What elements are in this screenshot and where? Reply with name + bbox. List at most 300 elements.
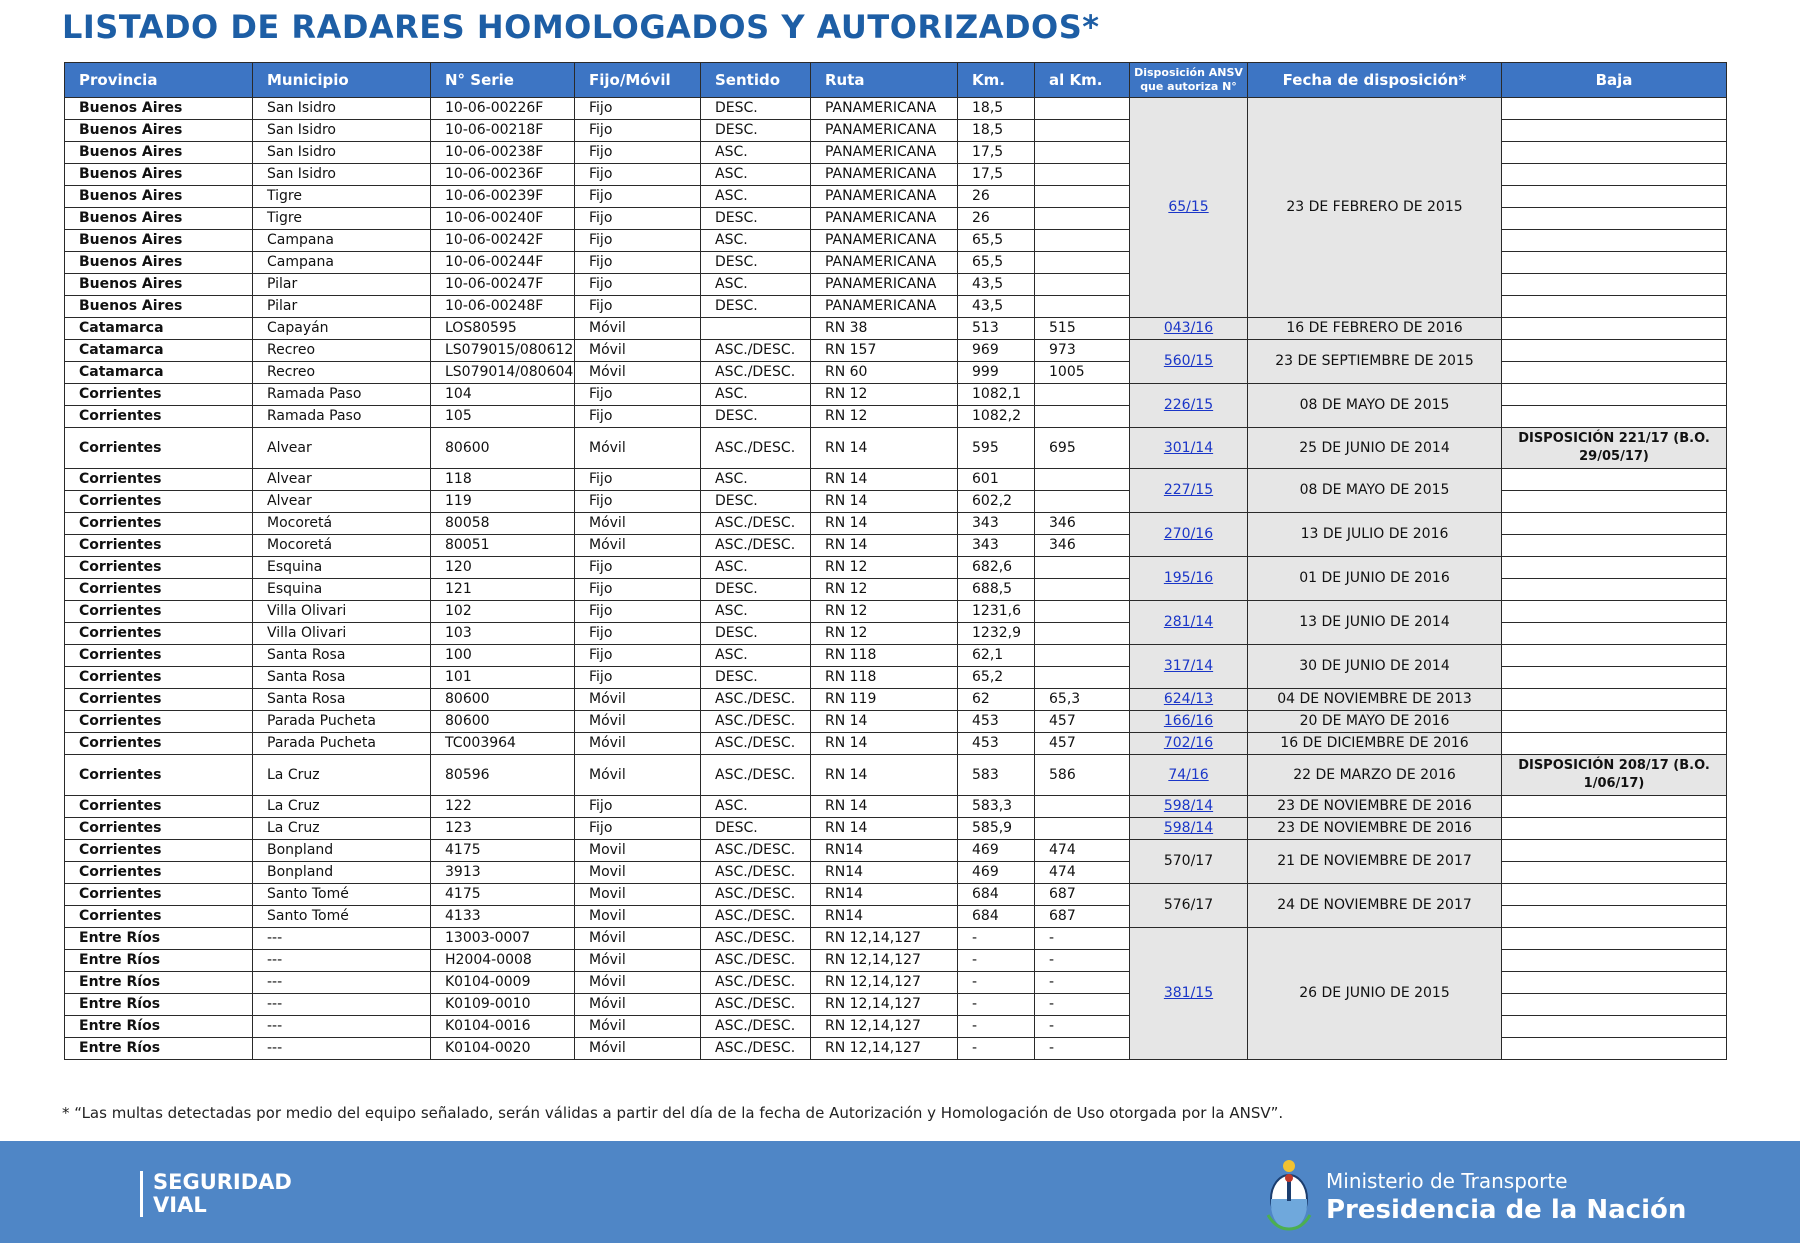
cell-disposicion[interactable] xyxy=(1130,755,1248,796)
cell-fecha: 16 DE DICIEMBRE DE 2016 xyxy=(1248,733,1502,755)
disposicion-link[interactable]: 270/16 xyxy=(1163,526,1214,542)
cell-km: - xyxy=(958,994,1035,1016)
table-header-row xyxy=(65,63,1727,98)
cell-municipio: --- xyxy=(253,972,431,994)
cell-disposicion[interactable] xyxy=(1130,796,1248,818)
cell-km: 343 xyxy=(958,513,1035,535)
cell-provincia: Corrientes xyxy=(65,906,253,928)
cell-provincia: Corrientes xyxy=(65,601,253,623)
cell-tipo: Fijo xyxy=(575,98,701,120)
cell-km: 513 xyxy=(958,318,1035,340)
cell-tipo: Fijo xyxy=(575,120,701,142)
header-tipo: Fijo/Móvil xyxy=(575,63,701,98)
cell-alkm xyxy=(1035,252,1130,274)
cell-km: 26 xyxy=(958,186,1035,208)
table-row xyxy=(65,384,1727,406)
cell-baja xyxy=(1502,296,1727,318)
cell-provincia: Entre Ríos xyxy=(65,928,253,950)
cell-fecha: 04 DE NOVIEMBRE DE 2013 xyxy=(1248,689,1502,711)
header-sentido: Sentido xyxy=(701,63,811,98)
cell-km: 43,5 xyxy=(958,296,1035,318)
cell-baja xyxy=(1502,928,1727,950)
disposicion-link[interactable]: 598/14 xyxy=(1163,798,1214,814)
cell-km: 18,5 xyxy=(958,120,1035,142)
cell-alkm: 474 xyxy=(1035,840,1130,862)
cell-disposicion[interactable] xyxy=(1130,469,1248,513)
cell-ruta: RN14 xyxy=(811,840,958,862)
cell-alkm xyxy=(1035,579,1130,601)
cell-serie: 10-06-00239F xyxy=(431,186,575,208)
cell-provincia: Catamarca xyxy=(65,340,253,362)
cell-km: 1082,1 xyxy=(958,384,1035,406)
cell-municipio: Ramada Paso xyxy=(253,406,431,428)
cell-tipo: Móvil xyxy=(575,994,701,1016)
disposicion-link[interactable]: 226/15 xyxy=(1163,397,1214,413)
disposicion-link[interactable]: 317/14 xyxy=(1163,658,1214,674)
cell-fecha: 30 DE JUNIO DE 2014 xyxy=(1248,645,1502,689)
cell-provincia: Corrientes xyxy=(65,755,253,796)
cell-alkm xyxy=(1035,796,1130,818)
ministry-name xyxy=(1326,1169,1686,1225)
cell-sentido: ASC. xyxy=(701,274,811,296)
cell-alkm xyxy=(1035,491,1130,513)
cell-serie: 10-06-00238F xyxy=(431,142,575,164)
cell-sentido: ASC. xyxy=(701,142,811,164)
cell-tipo: Fijo xyxy=(575,164,701,186)
cell-provincia: Entre Ríos xyxy=(65,1016,253,1038)
cell-provincia: Entre Ríos xyxy=(65,994,253,1016)
cell-municipio: San Isidro xyxy=(253,164,431,186)
cell-alkm xyxy=(1035,557,1130,579)
cell-provincia: Corrientes xyxy=(65,513,253,535)
cell-provincia: Corrientes xyxy=(65,557,253,579)
table-row xyxy=(65,884,1727,906)
cell-baja xyxy=(1502,557,1727,579)
cell-alkm: - xyxy=(1035,972,1130,994)
table-row xyxy=(65,818,1727,840)
cell-tipo: Fijo xyxy=(575,384,701,406)
cell-serie: TC003964 xyxy=(431,733,575,755)
cell-provincia: Corrientes xyxy=(65,733,253,755)
cell-tipo: Móvil xyxy=(575,733,701,755)
cell-km: 682,6 xyxy=(958,557,1035,579)
cell-ruta: RN 118 xyxy=(811,645,958,667)
cell-ruta: RN 38 xyxy=(811,318,958,340)
cell-sentido: DESC. xyxy=(701,406,811,428)
cell-serie: 13003-0007 xyxy=(431,928,575,950)
cell-tipo: Móvil xyxy=(575,318,701,340)
cell-municipio: Bonpland xyxy=(253,862,431,884)
cell-disposicion[interactable] xyxy=(1130,428,1248,469)
cell-baja xyxy=(1502,601,1727,623)
cell-fecha: 01 DE JUNIO DE 2016 xyxy=(1248,557,1502,601)
disposicion-link[interactable]: 624/13 xyxy=(1163,691,1214,707)
cell-ruta: PANAMERICANA xyxy=(811,274,958,296)
table-row xyxy=(65,711,1727,733)
cell-sentido: ASC. xyxy=(701,230,811,252)
cell-sentido: ASC./DESC. xyxy=(701,972,811,994)
cell-serie: K0104-0016 xyxy=(431,1016,575,1038)
header-fecha: Fecha de disposición* xyxy=(1248,63,1502,98)
cell-disposicion[interactable] xyxy=(1130,98,1248,318)
table-row xyxy=(65,601,1727,623)
table-row xyxy=(65,733,1727,755)
cell-alkm xyxy=(1035,120,1130,142)
disposicion-link[interactable]: 166/16 xyxy=(1163,713,1214,729)
table-row xyxy=(65,469,1727,491)
cell-ruta: RN 157 xyxy=(811,340,958,362)
cell-ruta: RN 118 xyxy=(811,667,958,689)
cell-disposicion[interactable] xyxy=(1130,733,1248,755)
cell-disposicion[interactable] xyxy=(1130,557,1248,601)
cell-provincia: Corrientes xyxy=(65,818,253,840)
cell-baja xyxy=(1502,796,1727,818)
cell-km: 585,9 xyxy=(958,818,1035,840)
cell-fecha: 13 DE JULIO DE 2016 xyxy=(1248,513,1502,557)
cell-serie: 4175 xyxy=(431,840,575,862)
cell-provincia: Corrientes xyxy=(65,469,253,491)
cell-alkm xyxy=(1035,645,1130,667)
cell-km: 17,5 xyxy=(958,164,1035,186)
cell-ruta: PANAMERICANA xyxy=(811,252,958,274)
cell-municipio: Ramada Paso xyxy=(253,384,431,406)
cell-ruta: PANAMERICANA xyxy=(811,208,958,230)
cell-provincia: Corrientes xyxy=(65,840,253,862)
cell-municipio: --- xyxy=(253,1038,431,1060)
cell-disposicion[interactable] xyxy=(1130,689,1248,711)
cell-baja xyxy=(1502,579,1727,601)
cell-municipio: San Isidro xyxy=(253,142,431,164)
disposicion-link[interactable]: 598/14 xyxy=(1163,820,1214,836)
cell-km: 62 xyxy=(958,689,1035,711)
cell-serie: 80600 xyxy=(431,711,575,733)
table-row xyxy=(65,428,1727,469)
cell-sentido: ASC./DESC. xyxy=(701,711,811,733)
cell-alkm: - xyxy=(1035,1038,1130,1060)
cell-km: 18,5 xyxy=(958,98,1035,120)
table-row xyxy=(65,340,1727,362)
cell-municipio: Recreo xyxy=(253,340,431,362)
cell-km: 469 xyxy=(958,840,1035,862)
cell-tipo: Movil xyxy=(575,906,701,928)
cell-provincia: Buenos Aires xyxy=(65,252,253,274)
cell-alkm: 973 xyxy=(1035,340,1130,362)
cell-serie: 10-06-00247F xyxy=(431,274,575,296)
cell-alkm xyxy=(1035,208,1130,230)
cell-ruta: RN14 xyxy=(811,862,958,884)
cell-sentido: ASC. xyxy=(701,186,811,208)
cell-provincia: Entre Ríos xyxy=(65,972,253,994)
cell-ruta: PANAMERICANA xyxy=(811,186,958,208)
cell-km: 62,1 xyxy=(958,645,1035,667)
cell-tipo: Fijo xyxy=(575,579,701,601)
cell-baja xyxy=(1502,623,1727,645)
cell-ruta: PANAMERICANA xyxy=(811,230,958,252)
cell-alkm: - xyxy=(1035,928,1130,950)
cell-municipio: La Cruz xyxy=(253,755,431,796)
cell-serie: 122 xyxy=(431,796,575,818)
cell-ruta: RN 14 xyxy=(811,428,958,469)
cell-serie: K0104-0009 xyxy=(431,972,575,994)
cell-alkm xyxy=(1035,818,1130,840)
cell-provincia: Corrientes xyxy=(65,711,253,733)
cell-serie: 105 xyxy=(431,406,575,428)
cell-municipio: --- xyxy=(253,950,431,972)
cell-km: 684 xyxy=(958,884,1035,906)
cell-municipio: Santo Tomé xyxy=(253,884,431,906)
cell-municipio: Recreo xyxy=(253,362,431,384)
cell-sentido: ASC./DESC. xyxy=(701,733,811,755)
cell-km: 684 xyxy=(958,906,1035,928)
cell-baja xyxy=(1502,318,1727,340)
cell-baja xyxy=(1502,535,1727,557)
cell-alkm: 65,3 xyxy=(1035,689,1130,711)
cell-baja xyxy=(1502,513,1727,535)
cell-baja xyxy=(1502,733,1727,755)
cell-serie: 10-06-00236F xyxy=(431,164,575,186)
disposicion-link[interactable]: 74/16 xyxy=(1168,766,1209,783)
cell-alkm xyxy=(1035,406,1130,428)
cell-km: - xyxy=(958,928,1035,950)
cell-alkm: - xyxy=(1035,994,1130,1016)
header-ruta: Ruta xyxy=(811,63,958,98)
cell-ruta: RN14 xyxy=(811,884,958,906)
cell-km: 969 xyxy=(958,340,1035,362)
cell-tipo: Móvil xyxy=(575,1016,701,1038)
cell-ruta: RN 14 xyxy=(811,818,958,840)
cell-serie: H2004-0008 xyxy=(431,950,575,972)
disposicion-link[interactable]: 301/14 xyxy=(1163,439,1214,456)
disposicion-link[interactable]: 043/16 xyxy=(1163,320,1214,336)
cell-sentido: ASC./DESC. xyxy=(701,862,811,884)
cell-fecha: 26 DE JUNIO DE 2015 xyxy=(1248,928,1502,1060)
cell-baja: DISPOSICIÓN 208/17 (B.O. 1/06/17) xyxy=(1502,755,1727,796)
cell-disposicion[interactable] xyxy=(1130,928,1248,1060)
cell-municipio: --- xyxy=(253,928,431,950)
cell-sentido: DESC. xyxy=(701,579,811,601)
cell-provincia: Corrientes xyxy=(65,796,253,818)
cell-municipio: Tigre xyxy=(253,186,431,208)
cell-ruta: RN 12,14,127 xyxy=(811,928,958,950)
cell-serie: 4175 xyxy=(431,884,575,906)
cell-baja xyxy=(1502,862,1727,884)
cell-municipio: Villa Olivari xyxy=(253,601,431,623)
cell-municipio: Capayán xyxy=(253,318,431,340)
table-row xyxy=(65,755,1727,796)
cell-baja xyxy=(1502,906,1727,928)
cell-baja xyxy=(1502,274,1727,296)
page-title: LISTADO DE RADARES HOMOLOGADOS Y AUTORIZADOS* xyxy=(62,8,1100,46)
cell-baja xyxy=(1502,406,1727,428)
cell-municipio: Santo Tomé xyxy=(253,906,431,928)
cell-disposicion[interactable] xyxy=(1130,645,1248,689)
cell-ruta: PANAMERICANA xyxy=(811,164,958,186)
cell-baja xyxy=(1502,230,1727,252)
disposicion-link[interactable]: 702/16 xyxy=(1163,735,1214,751)
cell-baja xyxy=(1502,994,1727,1016)
cell-sentido: ASC./DESC. xyxy=(701,535,811,557)
disposicion-link[interactable]: 381/15 xyxy=(1163,985,1214,1001)
cell-ruta: PANAMERICANA xyxy=(811,98,958,120)
cell-baja xyxy=(1502,1016,1727,1038)
cell-municipio: La Cruz xyxy=(253,796,431,818)
cell-provincia: Corrientes xyxy=(65,884,253,906)
cell-tipo: Móvil xyxy=(575,928,701,950)
cell-sentido: ASC./DESC. xyxy=(701,950,811,972)
cell-provincia: Corrientes xyxy=(65,623,253,645)
cell-municipio: Campana xyxy=(253,252,431,274)
cell-baja xyxy=(1502,689,1727,711)
cell-km: 1082,2 xyxy=(958,406,1035,428)
cell-municipio: Campana xyxy=(253,230,431,252)
disposicion-link[interactable]: 281/14 xyxy=(1163,614,1214,630)
cell-alkm xyxy=(1035,601,1130,623)
cell-tipo: Móvil xyxy=(575,428,701,469)
cell-municipio: Alvear xyxy=(253,469,431,491)
cell-municipio: --- xyxy=(253,1016,431,1038)
table-row xyxy=(65,318,1727,340)
cell-municipio: Villa Olivari xyxy=(253,623,431,645)
disposicion-link[interactable]: 195/16 xyxy=(1163,570,1214,586)
table-row xyxy=(65,689,1727,711)
cell-tipo: Fijo xyxy=(575,252,701,274)
cell-baja xyxy=(1502,340,1727,362)
cell-sentido: ASC./DESC. xyxy=(701,906,811,928)
cell-sentido: ASC./DESC. xyxy=(701,840,811,862)
cell-provincia: Corrientes xyxy=(65,384,253,406)
cell-alkm: - xyxy=(1035,1016,1130,1038)
cell-baja xyxy=(1502,120,1727,142)
cell-tipo: Móvil xyxy=(575,755,701,796)
cell-km: 65,5 xyxy=(958,252,1035,274)
cell-disposicion[interactable] xyxy=(1130,818,1248,840)
cell-sentido: DESC. xyxy=(701,296,811,318)
cell-disposicion[interactable] xyxy=(1130,384,1248,428)
cell-tipo: Fijo xyxy=(575,406,701,428)
cell-municipio: Pilar xyxy=(253,296,431,318)
cell-baja xyxy=(1502,164,1727,186)
cell-alkm: 687 xyxy=(1035,884,1130,906)
cell-disposicion[interactable] xyxy=(1130,513,1248,557)
header-baja: Baja xyxy=(1502,63,1727,98)
cell-km: 601 xyxy=(958,469,1035,491)
disposicion-link[interactable]: 560/15 xyxy=(1163,353,1214,369)
argentine-coat-of-arms-icon xyxy=(1262,1157,1316,1231)
cell-provincia: Corrientes xyxy=(65,579,253,601)
cell-alkm xyxy=(1035,296,1130,318)
cell-tipo: Fijo xyxy=(575,230,701,252)
cell-provincia: Corrientes xyxy=(65,428,253,469)
cell-alkm xyxy=(1035,98,1130,120)
cell-baja xyxy=(1502,384,1727,406)
cell-fecha: 23 DE NOVIEMBRE DE 2016 xyxy=(1248,796,1502,818)
cell-km: 999 xyxy=(958,362,1035,384)
cell-disposicion[interactable] xyxy=(1130,711,1248,733)
cell-municipio: Esquina xyxy=(253,579,431,601)
cell-tipo: Fijo xyxy=(575,274,701,296)
cell-serie: 102 xyxy=(431,601,575,623)
cell-ruta: RN 14 xyxy=(811,535,958,557)
cell-alkm xyxy=(1035,142,1130,164)
cell-sentido: ASC. xyxy=(701,469,811,491)
cell-km: 1231,6 xyxy=(958,601,1035,623)
cell-municipio: Pilar xyxy=(253,274,431,296)
cell-ruta: RN 12,14,127 xyxy=(811,950,958,972)
cell-sentido: DESC. xyxy=(701,667,811,689)
table-row xyxy=(65,840,1727,862)
cell-provincia: Buenos Aires xyxy=(65,164,253,186)
table-row xyxy=(65,513,1727,535)
cell-baja xyxy=(1502,667,1727,689)
cell-tipo: Fijo xyxy=(575,796,701,818)
cell-disposicion[interactable] xyxy=(1130,318,1248,340)
cell-serie: 80600 xyxy=(431,689,575,711)
disposicion-link[interactable]: 65/15 xyxy=(1168,199,1209,215)
cell-km: - xyxy=(958,1038,1035,1060)
cell-ruta: RN 14 xyxy=(811,513,958,535)
cell-serie: 123 xyxy=(431,818,575,840)
cell-baja xyxy=(1502,98,1727,120)
table-row xyxy=(65,98,1727,120)
cell-provincia: Buenos Aires xyxy=(65,120,253,142)
cell-municipio: Bonpland xyxy=(253,840,431,862)
disposicion-link[interactable]: 227/15 xyxy=(1163,482,1214,498)
cell-alkm xyxy=(1035,623,1130,645)
cell-disposicion[interactable] xyxy=(1130,601,1248,645)
cell-sentido: DESC. xyxy=(701,491,811,513)
cell-provincia: Buenos Aires xyxy=(65,230,253,252)
cell-fecha: 16 DE FEBRERO DE 2016 xyxy=(1248,318,1502,340)
cell-sentido: DESC. xyxy=(701,252,811,274)
cell-sentido: ASC./DESC. xyxy=(701,928,811,950)
cell-provincia: Buenos Aires xyxy=(65,296,253,318)
cell-tipo: Movil xyxy=(575,862,701,884)
seguridad-vial-logo xyxy=(140,1171,292,1217)
cell-baja xyxy=(1502,950,1727,972)
cell-fecha: 08 DE MAYO DE 2015 xyxy=(1248,469,1502,513)
cell-sentido: ASC./DESC. xyxy=(701,884,811,906)
header-serie: N° Serie xyxy=(431,63,575,98)
cell-tipo: Fijo xyxy=(575,601,701,623)
cell-sentido: DESC. xyxy=(701,98,811,120)
cell-sentido: ASC./DESC. xyxy=(701,1016,811,1038)
table-row xyxy=(65,645,1727,667)
cell-disposicion[interactable] xyxy=(1130,340,1248,384)
cell-serie: 10-06-00218F xyxy=(431,120,575,142)
cell-provincia: Corrientes xyxy=(65,862,253,884)
footer-bar xyxy=(0,1141,1800,1243)
cell-municipio: San Isidro xyxy=(253,120,431,142)
cell-tipo: Fijo xyxy=(575,469,701,491)
cell-municipio: Parada Pucheta xyxy=(253,733,431,755)
cell-ruta: PANAMERICANA xyxy=(811,296,958,318)
cell-tipo: Móvil xyxy=(575,340,701,362)
cell-ruta: RN 14 xyxy=(811,733,958,755)
cell-tipo: Fijo xyxy=(575,296,701,318)
cell-tipo: Móvil xyxy=(575,535,701,557)
cell-km: 595 xyxy=(958,428,1035,469)
cell-ruta: RN 12,14,127 xyxy=(811,972,958,994)
cell-tipo: Móvil xyxy=(575,362,701,384)
cell-alkm xyxy=(1035,230,1130,252)
cell-tipo: Móvil xyxy=(575,972,701,994)
cell-km: 583,3 xyxy=(958,796,1035,818)
cell-fecha: 24 DE NOVIEMBRE DE 2017 xyxy=(1248,884,1502,928)
cell-serie: K0104-0020 xyxy=(431,1038,575,1060)
cell-provincia: Corrientes xyxy=(65,491,253,513)
table-row xyxy=(65,928,1727,950)
cell-tipo: Fijo xyxy=(575,208,701,230)
